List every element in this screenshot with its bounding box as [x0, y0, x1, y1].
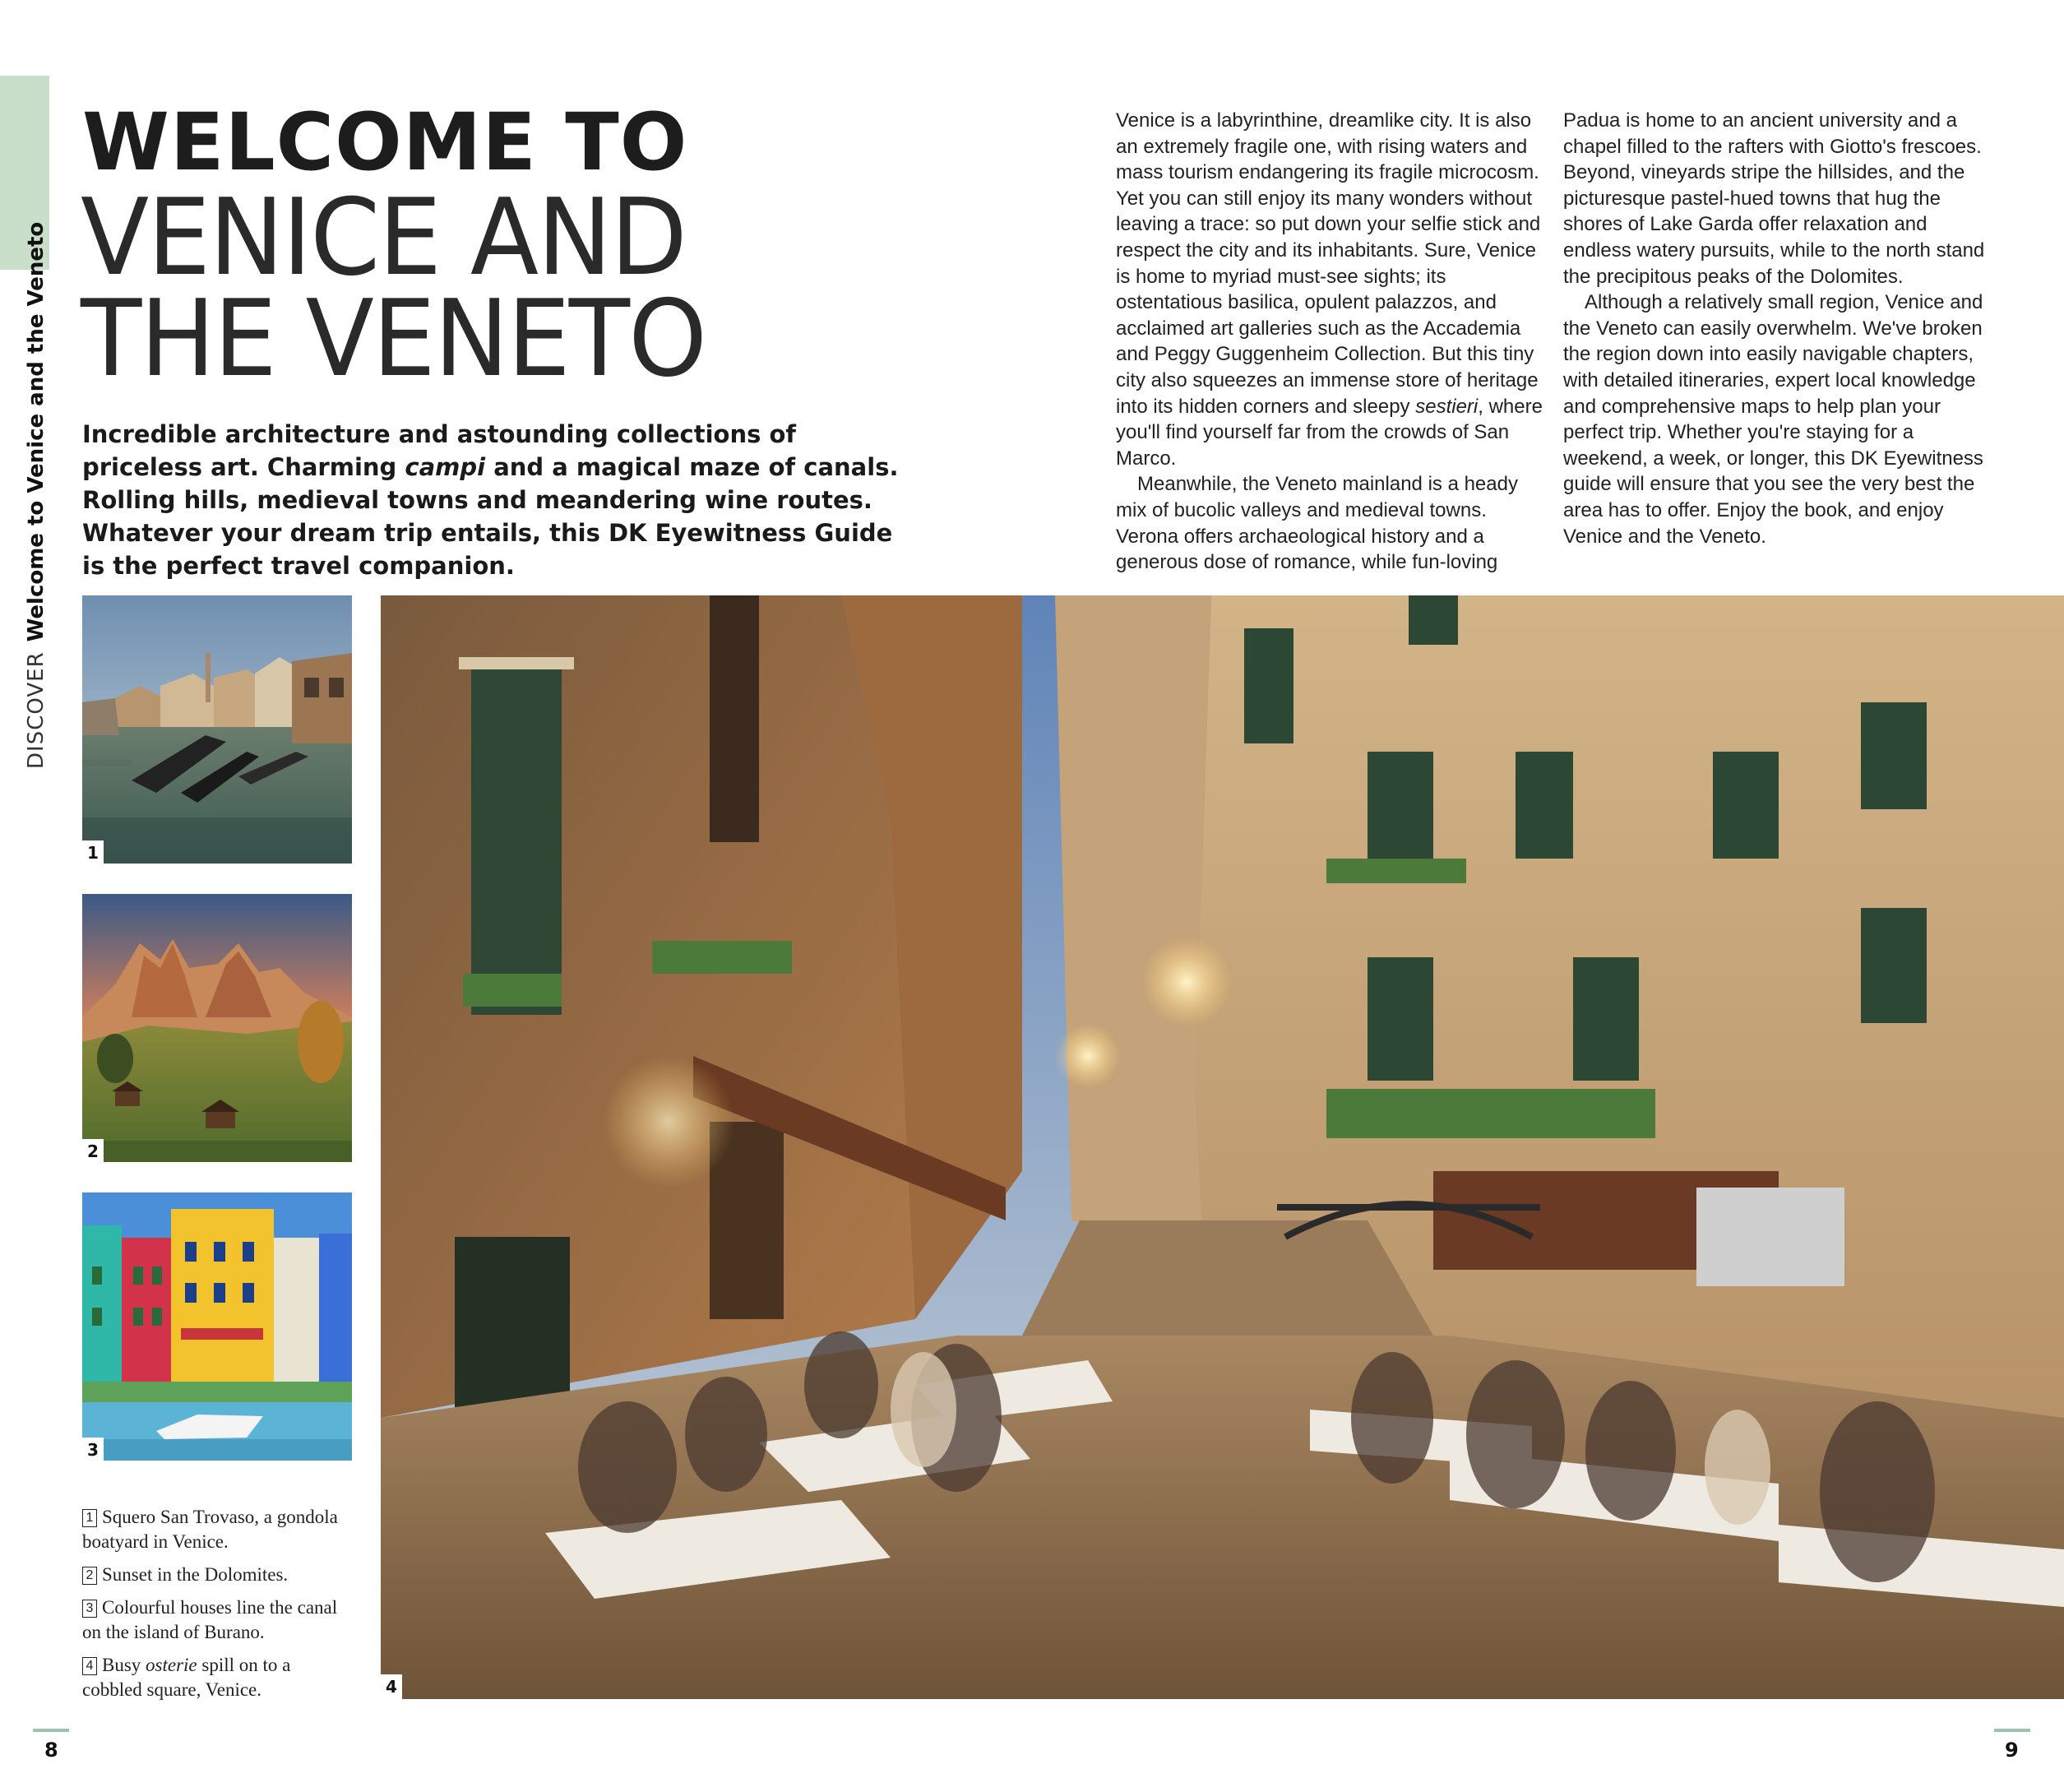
caption-number: 3: [82, 1600, 97, 1618]
caption-2: [82, 1563, 354, 1587]
photo-number-2: 2: [82, 1139, 104, 1164]
caption-number: 1: [82, 1509, 97, 1527]
photo-number-4: 4: [381, 1674, 402, 1699]
body-paragraph: Meanwhile, the Veneto mainland is a heady mix of bucolic valleys and medieval towns. Verona offers archaeological history and a generous dose of romance, while fun-loving: [1116, 473, 1518, 574]
page-title-line-1: WELCOME TO: [82, 96, 688, 188]
caption-italic-osterie: osterie: [146, 1655, 197, 1675]
body-column-2: [1563, 108, 1991, 549]
photo-number-3: 3: [82, 1438, 104, 1462]
caption-number: 4: [82, 1657, 97, 1675]
page-title-line-2: VENICE AND: [81, 177, 687, 299]
caption-number: 2: [82, 1567, 97, 1585]
intro-italic-campi: campi: [405, 453, 486, 481]
intro-paragraph: [82, 418, 905, 582]
body-paragraph: Padua is home to an ancient university and a chapel filled to the rafters with Giotto's frescoes. Beyond, vineyards stripe the hillsides, and the picturesque pastel-hued towns that hug the shores of Lake Garda offer relaxation and endless watery pursuits, while to the north stand the precipitous peaks of the Dolomites.: [1563, 109, 1985, 288]
caption-text: Busy: [102, 1655, 146, 1675]
caption-4: [82, 1653, 354, 1702]
caption-1: [82, 1505, 354, 1554]
photo-captions: [82, 1505, 354, 1711]
intro-text-a: Incredible architecture and astounding collections of priceless art. Charming: [82, 420, 797, 481]
venice-osterie-square-photo: [381, 595, 2064, 1699]
intro-text-b: and a magical maze of canals. Rolling hills, medieval towns and meandering wine routes. Whatever your dream trip entails, this DK Eyewitness Guide is the perfect travel companion.: [82, 453, 899, 580]
page-number-right: 9: [2005, 1739, 2019, 1762]
running-head: [20, 221, 53, 769]
page-number-left: 8: [44, 1739, 58, 1762]
page-title-line-3: THE VENETO: [81, 278, 706, 401]
photo-number-1: 1: [82, 840, 104, 865]
body-paragraph: [1116, 108, 1543, 471]
body-text: , where you'll find yourself far from the crowds of San Marco.: [1116, 395, 1543, 470]
body-italic-sestieri: sestieri: [1415, 395, 1479, 418]
running-head-section: DISCOVER: [24, 651, 49, 769]
caption-text: Colourful houses line the canal on the island of Burano.: [82, 1597, 338, 1642]
dolomites-sunset-photo: [82, 894, 352, 1162]
running-head-chapter: Welcome to Venice and the Veneto: [24, 221, 49, 642]
caption-text: Squero San Trovaso, a gondola boatyard in Venice.: [82, 1507, 338, 1552]
burano-houses-photo: [82, 1192, 352, 1461]
body-column-1: [1116, 108, 1543, 576]
folio-bar-right: [1994, 1729, 2030, 1732]
body-text: Venice is a labyrinthine, dreamlike city. It is also an extremely fragile one, with rising waters and mass tourism endangering its fragile microcosm. Yet you can still enjoy its many wonders without leaving a trace: so put down your selfie stick and respect the city and its inhabitants. Sure, Venice is home to myriad must-see sights; its ostentatious basilica, opulent palazzos, and acclaimed art galleries such as the Accademia and Peggy Guggenheim Collection. But this tiny city also squeezes an immense store of heritage into its hidden corners and sleepy: [1116, 109, 1541, 418]
body-paragraph: Although a relatively small region, Venice and the Veneto can easily overwhelm. We've broken the region down into easily navigable chapters, with detailed itineraries, expert local knowledge and comprehensive maps to help plan your perfect trip. Whether you're staying for a weekend, a week, or longer, this DK Eyewitness guide will ensure that you see the very best the area has to offer. Enjoy the book, and enjoy Venice and the Veneto.: [1563, 291, 1983, 548]
folio-bar-left: [33, 1729, 69, 1732]
caption-text: spill on to a cobbled square, Venice.: [82, 1655, 291, 1700]
caption-3: [82, 1595, 354, 1645]
gondola-boatyard-photo: [82, 595, 352, 864]
caption-text: Sunset in the Dolomites.: [102, 1564, 289, 1585]
